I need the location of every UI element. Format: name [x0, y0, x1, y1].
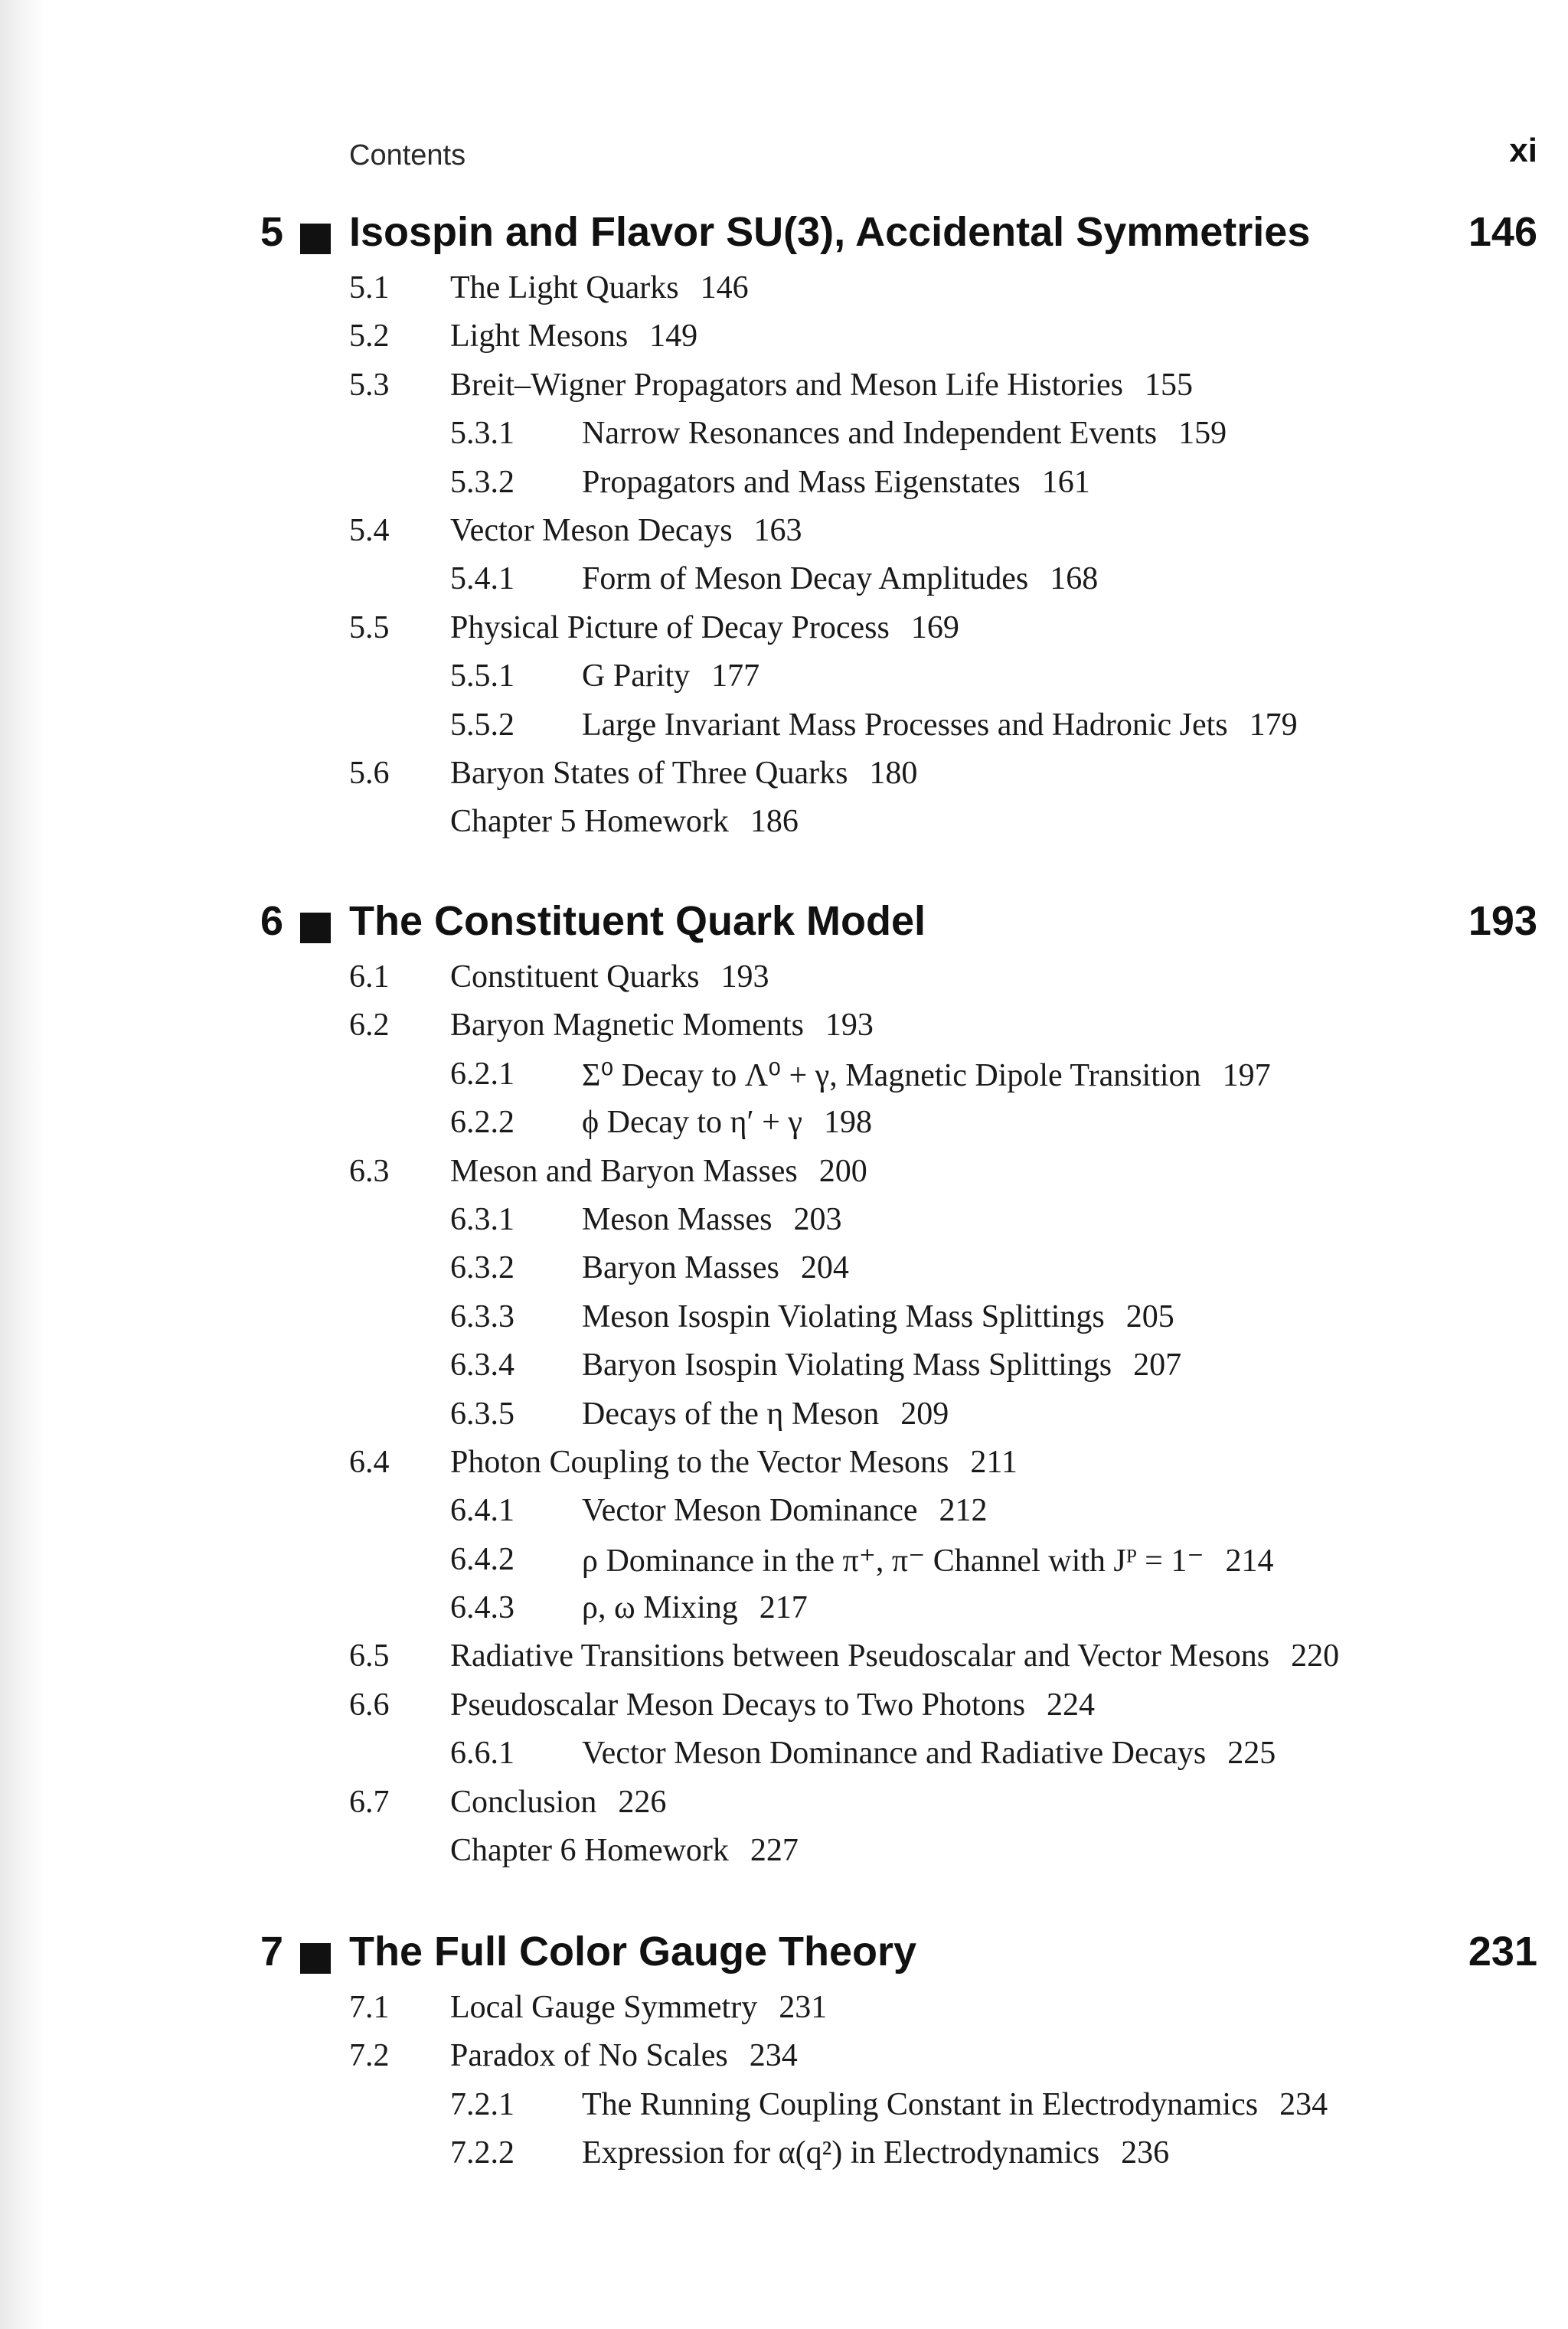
square-bullet-icon	[300, 913, 331, 943]
square-bullet-icon	[300, 224, 331, 254]
entry-title: ρ, ω Mixing	[582, 1590, 738, 1626]
chapter-6	[260, 894, 1537, 1877]
toc-entry-section[interactable]	[260, 1635, 1537, 1683]
toc-entry-section[interactable]	[260, 315, 1537, 363]
entry-title: Σ⁰ Decay to Λ⁰ + γ, Magnetic Dipole Transition	[582, 1057, 1201, 1093]
entry-number: 6.5	[349, 1638, 390, 1674]
chapter-page: 146	[1468, 209, 1537, 255]
toc-entry-subsection[interactable]	[260, 1732, 1537, 1780]
chapter-page: 193	[1468, 898, 1537, 944]
chapter-title: The Full Color Gauge Theory	[349, 1929, 917, 1975]
chapter-heading	[260, 894, 1537, 955]
entry-title: Expression for α(q²) in Electrodynamics	[582, 2135, 1100, 2171]
entry-page: 209	[900, 1396, 949, 1432]
chapter-7	[260, 1925, 1537, 2180]
entry-title: Paradox of No Scales	[450, 2038, 728, 2074]
entry-number: 5.4.1	[450, 561, 514, 597]
toc-entry-subsection[interactable]	[260, 704, 1537, 752]
entry-title: Baryon Magnetic Moments	[450, 1008, 804, 1044]
entry-page: 207	[1133, 1347, 1182, 1383]
entry-number: 6.2.2	[450, 1105, 514, 1141]
toc-entry-section[interactable]	[260, 955, 1537, 1004]
entry-page: 227	[750, 1833, 799, 1869]
entry-page: 234	[1279, 2086, 1328, 2122]
entry-title: Vector Meson Dominance and Radiative Decays	[582, 1736, 1207, 1772]
entry-title: Local Gauge Symmetry	[450, 1990, 758, 2025]
toc-entry-subsection[interactable]	[260, 2083, 1537, 2131]
toc-entry-section[interactable]	[260, 364, 1537, 412]
entry-title: Breit–Wigner Propagators and Meson Life Histories	[450, 367, 1123, 403]
entry-title: Baryon Isospin Violating Mass Splittings	[582, 1347, 1112, 1383]
entry-page: 231	[779, 1990, 828, 2025]
entry-page: 161	[1041, 464, 1090, 500]
running-title: Contents	[349, 139, 466, 171]
toc-entry-section[interactable]	[260, 1986, 1537, 2034]
entry-page: 224	[1047, 1687, 1096, 1723]
entry-page: 211	[970, 1444, 1018, 1480]
entry-page: 169	[910, 609, 959, 645]
toc-entry-subsection[interactable]	[260, 1198, 1537, 1246]
entry-title: Baryon States of Three Quarks	[450, 755, 848, 791]
entry-page: 163	[753, 512, 802, 548]
entry-number: 6.3.5	[450, 1396, 514, 1432]
entry-page: 234	[749, 2038, 798, 2074]
entry-number: 6.4.2	[450, 1541, 514, 1577]
entry-title: Meson and Baryon Masses	[450, 1153, 798, 1189]
toc-entry-subsection[interactable]	[260, 1538, 1537, 1586]
chapter-5	[260, 205, 1537, 849]
entry-title: G Parity	[582, 658, 691, 694]
toc-entry-section[interactable]	[260, 752, 1537, 800]
toc-entry-section[interactable]	[260, 1004, 1537, 1052]
chapter-page: 231	[1468, 1929, 1537, 1975]
entry-title: Chapter 5 Homework	[450, 804, 729, 840]
entry-page: 180	[869, 755, 918, 791]
toc-entry-homework[interactable]	[260, 800, 1537, 848]
entry-number: 5.6	[349, 755, 390, 791]
entry-title: Pseudoscalar Meson Decays to Two Photons	[450, 1687, 1026, 1723]
entry-title: Conclusion	[450, 1784, 597, 1820]
entry-title: Form of Meson Decay Amplitudes	[582, 561, 1029, 597]
entry-page: 203	[793, 1201, 842, 1237]
entry-number: 6.4	[349, 1444, 390, 1480]
chapter-number: 6	[260, 898, 284, 944]
entry-number: 6.3.4	[450, 1347, 514, 1383]
entry-page: 193	[825, 1008, 874, 1044]
toc-entry-subsection[interactable]	[260, 1101, 1537, 1149]
entry-number: 6.1	[349, 959, 390, 995]
toc-entry-subsection[interactable]	[260, 2131, 1537, 2180]
toc-entry-subsection[interactable]	[260, 1053, 1537, 1101]
entry-title: The Light Quarks	[450, 270, 679, 305]
entry-number: 5.3.1	[450, 416, 514, 452]
entry-title: ρ Dominance in the π⁺, π⁻ Channel with Jᴾ = 1⁻	[582, 1543, 1204, 1579]
entry-title: Constituent Quarks	[450, 959, 700, 995]
toc-entry-section[interactable]	[260, 2034, 1537, 2082]
entry-number: 5.3	[349, 367, 390, 403]
entry-page: 236	[1121, 2135, 1170, 2171]
entry-number: 5.4	[349, 512, 390, 548]
entry-number: 6.3.1	[450, 1201, 514, 1237]
entry-title: Meson Masses	[582, 1201, 773, 1237]
entry-number: 6.2	[349, 1008, 390, 1044]
entry-page: 225	[1227, 1736, 1276, 1772]
entry-number: 6.6	[349, 1687, 390, 1723]
entry-number: 5.2	[349, 318, 390, 354]
entry-number: 6.4.1	[450, 1493, 514, 1529]
entry-title: Meson Isospin Violating Mass Splittings	[582, 1298, 1105, 1334]
entry-title: Radiative Transitions between Pseudoscalar and Vector Mesons	[450, 1638, 1270, 1674]
entry-page: 200	[818, 1153, 867, 1189]
page-header	[349, 132, 1537, 178]
entry-page: 146	[700, 270, 749, 305]
entry-page: 212	[939, 1493, 988, 1529]
entry-title: Baryon Masses	[582, 1250, 779, 1286]
entry-title: Light Mesons	[450, 318, 629, 354]
entry-page: 226	[618, 1784, 667, 1820]
chapter-number: 5	[260, 209, 284, 255]
entry-page: 214	[1225, 1543, 1274, 1579]
chapter-title: Isospin and Flavor SU(3), Accidental Symmetries	[349, 209, 1311, 255]
entry-page: 177	[711, 658, 760, 694]
entry-title: Chapter 6 Homework	[450, 1833, 729, 1869]
entry-number: 5.5.1	[450, 658, 514, 694]
square-bullet-icon	[300, 1943, 331, 1974]
toc-entry-subsection[interactable]	[260, 1489, 1537, 1537]
toc-entry-section[interactable]	[260, 266, 1537, 315]
entry-page: 205	[1125, 1298, 1174, 1334]
toc-entry-section[interactable]	[260, 1781, 1537, 1829]
chapter-number: 7	[260, 1929, 284, 1975]
entry-title: Vector Meson Decays	[450, 512, 733, 548]
entry-page: 217	[759, 1590, 808, 1626]
entry-page: 193	[720, 959, 769, 995]
toc-entry-homework[interactable]	[260, 1829, 1537, 1877]
entry-page: 198	[823, 1105, 872, 1141]
entry-page: 155	[1144, 367, 1193, 403]
toc-entry-section[interactable]	[260, 509, 1537, 557]
chapter-title: The Constituent Quark Model	[349, 898, 926, 944]
chapter-heading	[260, 1925, 1537, 1986]
entry-number: 7.2.2	[450, 2135, 514, 2171]
toc-entry-subsection[interactable]	[260, 1295, 1537, 1344]
entry-page: 168	[1050, 561, 1099, 597]
entry-title: Large Invariant Mass Processes and Hadronic Jets	[582, 707, 1228, 743]
entry-number: 6.3.2	[450, 1250, 514, 1286]
toc-entry-subsection[interactable]	[260, 1393, 1537, 1441]
entry-title: Propagators and Mass Eigenstates	[582, 464, 1021, 500]
toc-entry-subsection[interactable]	[260, 412, 1537, 460]
entry-title: Physical Picture of Decay Process	[450, 609, 890, 645]
entry-page: 204	[800, 1250, 849, 1286]
toc-entry-section[interactable]	[260, 1441, 1537, 1489]
toc-entry-subsection[interactable]	[260, 557, 1537, 606]
page-number: xi	[1509, 132, 1537, 169]
toc-entry-subsection[interactable]	[260, 1344, 1537, 1392]
entry-number: 5.1	[349, 270, 390, 305]
entry-page: 159	[1178, 416, 1227, 452]
entry-number: 5.3.2	[450, 464, 514, 500]
toc-entry-subsection[interactable]	[260, 1246, 1537, 1295]
entry-page: 220	[1291, 1638, 1340, 1674]
entry-title: ϕ Decay to η′ + γ	[582, 1105, 802, 1141]
entry-page: 197	[1222, 1057, 1271, 1093]
entry-number: 6.3.3	[450, 1298, 514, 1334]
toc-entry-subsection[interactable]	[260, 1586, 1537, 1635]
entry-number: 5.5.2	[450, 707, 514, 743]
entry-number: 7.1	[349, 1990, 390, 2025]
page-edge-shadow	[0, 0, 46, 2329]
entry-title: Decays of the η Meson	[582, 1396, 880, 1432]
entry-number: 6.6.1	[450, 1736, 514, 1772]
toc-entry-section[interactable]	[260, 606, 1537, 655]
entry-page: 186	[750, 804, 799, 840]
entry-number: 6.2.1	[450, 1056, 514, 1092]
toc-entry-section[interactable]	[260, 1150, 1537, 1198]
entry-number: 7.2.1	[450, 2086, 514, 2122]
entry-title: The Running Coupling Constant in Electrodynamics	[582, 2086, 1259, 2122]
toc-entry-subsection[interactable]	[260, 461, 1537, 509]
entry-title: Photon Coupling to the Vector Mesons	[450, 1444, 949, 1480]
entry-title: Vector Meson Dominance	[582, 1493, 918, 1529]
entry-number: 6.4.3	[450, 1590, 514, 1626]
entry-number: 6.7	[349, 1784, 390, 1820]
entry-number: 5.5	[349, 609, 390, 645]
toc-entry-subsection[interactable]	[260, 655, 1537, 703]
entry-number: 7.2	[349, 2038, 390, 2074]
chapter-heading	[260, 205, 1537, 266]
entry-title: Narrow Resonances and Independent Events	[582, 416, 1158, 452]
entry-page: 149	[649, 318, 698, 354]
toc-entry-section[interactable]	[260, 1684, 1537, 1732]
entry-page: 179	[1249, 707, 1298, 743]
entry-number: 6.3	[349, 1153, 390, 1189]
